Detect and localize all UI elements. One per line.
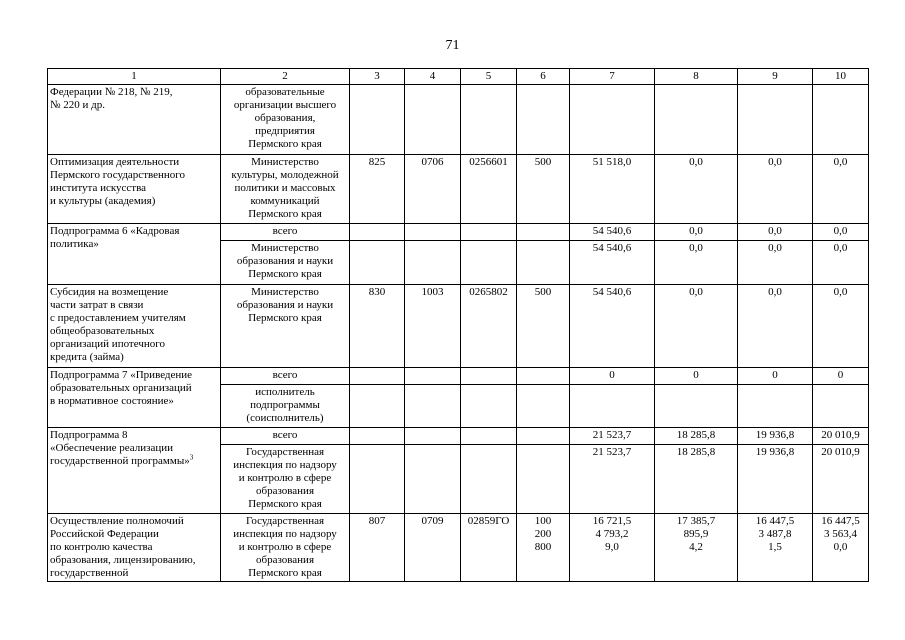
- amount-cell: 16 721,5 4 793,2 9,0: [570, 514, 655, 582]
- footnote-mark: 3: [189, 453, 194, 462]
- executor-cell: всего: [221, 224, 350, 241]
- amount-cell: 0,0: [655, 285, 738, 368]
- amount-cell: 18 285,8: [655, 428, 738, 445]
- table-row: [48, 428, 869, 445]
- header-cell: 10: [813, 69, 869, 85]
- program-name-cell: Подпрограмма 7 «Приведение образовательных организаций в нормативное состояние»: [48, 368, 221, 428]
- expense-type-cell: 100 200 800: [517, 514, 570, 582]
- empty-cell: [350, 224, 405, 241]
- table-row: [48, 514, 869, 582]
- target-code-cell: 02859ГО: [461, 514, 517, 582]
- grbs-code-cell: 807: [350, 514, 405, 582]
- header-cell: 3: [350, 69, 405, 85]
- header-cell: 7: [570, 69, 655, 85]
- executor-cell: Министерство культуры, молодежной политики и массовых коммуникаций Пермского края: [221, 155, 350, 224]
- amount-cell: 19 936,8: [738, 445, 813, 514]
- amount-cell: 0: [655, 368, 738, 385]
- program-name-text: Подпрограмма 8 «Обеспечение реализации государственной программы»: [50, 429, 190, 467]
- table-row: [48, 368, 869, 385]
- grbs-code-cell: 830: [350, 285, 405, 368]
- amount-cell: 18 285,8: [655, 445, 738, 514]
- empty-cell: [461, 241, 517, 285]
- empty-cell: [655, 85, 738, 155]
- empty-cell: [350, 428, 405, 445]
- amount-cell: 0,0: [813, 241, 869, 285]
- amount-cell: 0,0: [738, 241, 813, 285]
- empty-cell: [405, 445, 461, 514]
- amount-cell: 0,0: [813, 285, 869, 368]
- empty-cell: [405, 428, 461, 445]
- amount-cell: 0,0: [655, 224, 738, 241]
- header-cell: 2: [221, 69, 350, 85]
- executor-cell: Государственная инспекция по надзору и контролю в сфере образования Пермского края: [221, 514, 350, 582]
- section-code-cell: 0706: [405, 155, 461, 224]
- executor-cell: всего: [221, 368, 350, 385]
- grbs-code-cell: 825: [350, 155, 405, 224]
- empty-cell: [813, 85, 869, 155]
- header-cell: 4: [405, 69, 461, 85]
- table-row: [48, 85, 869, 155]
- table-row: [48, 224, 869, 241]
- program-name-cell: Осуществление полномочий Российской Федерации по контролю качества образования, лицензированию, государственной: [48, 514, 221, 582]
- amount-cell: 16 447,5 3 563,4 0,0: [813, 514, 869, 582]
- empty-cell: [350, 445, 405, 514]
- amount-cell: 20 010,9: [813, 428, 869, 445]
- empty-cell: [405, 85, 461, 155]
- section-code-cell: 1003: [405, 285, 461, 368]
- amount-cell: 0,0: [813, 155, 869, 224]
- empty-cell: [461, 445, 517, 514]
- amount-cell: 16 447,5 3 487,8 1,5: [738, 514, 813, 582]
- empty-cell: [461, 224, 517, 241]
- empty-cell: [570, 85, 655, 155]
- amount-cell: 0,0: [738, 155, 813, 224]
- header-cell: 5: [461, 69, 517, 85]
- header-cell: 9: [738, 69, 813, 85]
- amount-cell: 0,0: [813, 224, 869, 241]
- executor-cell: Министерство образования и науки Пермского края: [221, 285, 350, 368]
- amount-cell: 54 540,6: [570, 241, 655, 285]
- table-row: [48, 285, 869, 368]
- empty-cell: [517, 445, 570, 514]
- amount-cell: 0,0: [738, 285, 813, 368]
- amount-cell: 19 936,8: [738, 428, 813, 445]
- empty-cell: [350, 368, 405, 385]
- page-number: 71: [445, 38, 460, 53]
- empty-cell: [461, 385, 517, 428]
- expense-type-cell: 500: [517, 285, 570, 368]
- empty-cell: [517, 85, 570, 155]
- empty-cell: [405, 368, 461, 385]
- empty-cell: [517, 368, 570, 385]
- empty-cell: [655, 385, 738, 428]
- header-cell: 6: [517, 69, 570, 85]
- executor-cell: всего: [221, 428, 350, 445]
- empty-cell: [350, 385, 405, 428]
- amount-cell: 21 523,7: [570, 428, 655, 445]
- amount-cell: 54 540,6: [570, 224, 655, 241]
- empty-cell: [813, 385, 869, 428]
- executor-cell: образовательные организации высшего образования, предприятия Пермского края: [221, 85, 350, 155]
- amount-cell: 0: [570, 368, 655, 385]
- empty-cell: [517, 385, 570, 428]
- empty-cell: [461, 85, 517, 155]
- amount-cell: 51 518,0: [570, 155, 655, 224]
- amount-cell: 0,0: [655, 155, 738, 224]
- program-name-cell: Субсидия на возмещение части затрат в связи с предоставлением учителям общеобразовательных организаций ипотечного кредита (займа): [48, 285, 221, 368]
- amount-cell: 21 523,7: [570, 445, 655, 514]
- header-row: [48, 69, 869, 85]
- empty-cell: [570, 385, 655, 428]
- header-cell: 8: [655, 69, 738, 85]
- empty-cell: [405, 241, 461, 285]
- empty-cell: [517, 428, 570, 445]
- amount-cell: 54 540,6: [570, 285, 655, 368]
- empty-cell: [405, 224, 461, 241]
- empty-cell: [517, 224, 570, 241]
- empty-cell: [350, 85, 405, 155]
- empty-cell: [738, 85, 813, 155]
- empty-cell: [405, 385, 461, 428]
- empty-cell: [738, 385, 813, 428]
- executor-cell: исполнитель подпрограммы (соисполнитель): [221, 385, 350, 428]
- amount-cell: 0: [738, 368, 813, 385]
- executor-cell: Государственная инспекция по надзору и контролю в сфере образования Пермского края: [221, 445, 350, 514]
- target-code-cell: 0265802: [461, 285, 517, 368]
- amount-cell: 0: [813, 368, 869, 385]
- empty-cell: [517, 241, 570, 285]
- amount-cell: 0,0: [738, 224, 813, 241]
- budget-table: [47, 68, 869, 582]
- empty-cell: [350, 241, 405, 285]
- program-name-cell: Федерации № 218, № 219, № 220 и др.: [48, 85, 221, 155]
- table-row: [48, 155, 869, 224]
- program-name-cell: Оптимизация деятельности Пермского государственного института искусства и культуры (академия): [48, 155, 221, 224]
- empty-cell: [461, 368, 517, 385]
- program-name-cell: [48, 428, 221, 514]
- amount-cell: 0,0: [655, 241, 738, 285]
- header-cell: 1: [48, 69, 221, 85]
- amount-cell: 20 010,9: [813, 445, 869, 514]
- target-code-cell: 0256601: [461, 155, 517, 224]
- program-name-cell: Подпрограмма 6 «Кадровая политика»: [48, 224, 221, 285]
- empty-cell: [461, 428, 517, 445]
- executor-cell: Министерство образования и науки Пермского края: [221, 241, 350, 285]
- amount-cell: 17 385,7 895,9 4,2: [655, 514, 738, 582]
- section-code-cell: 0709: [405, 514, 461, 582]
- expense-type-cell: 500: [517, 155, 570, 224]
